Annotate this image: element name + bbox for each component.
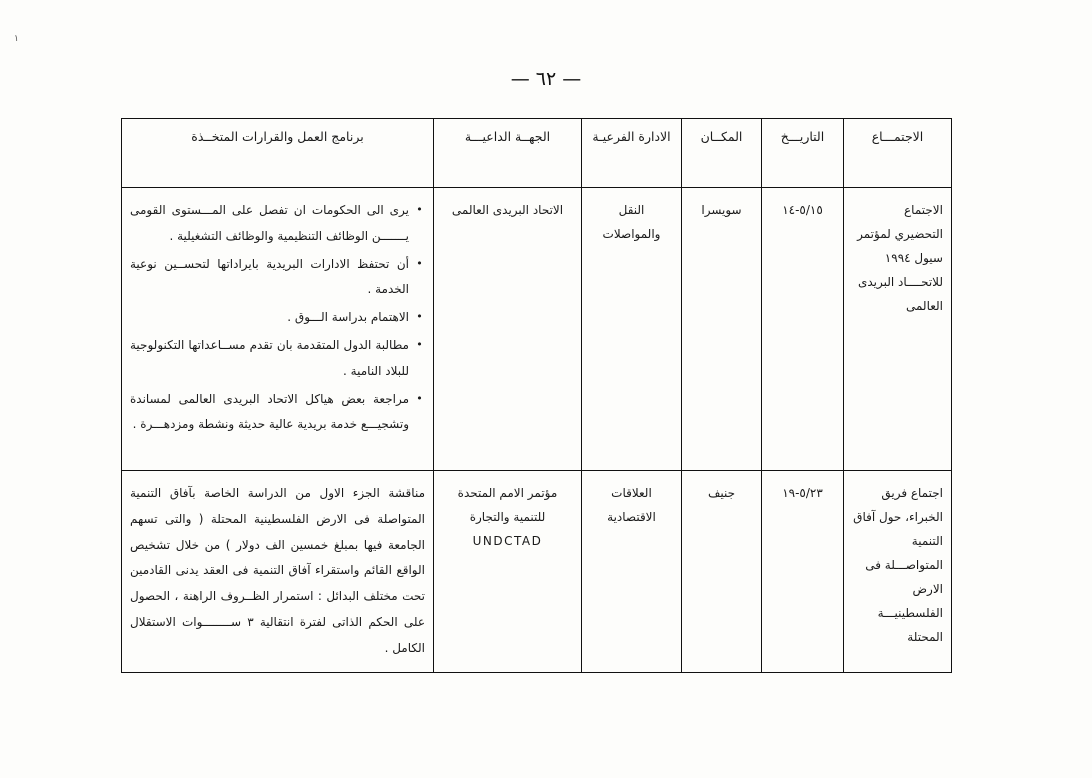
list-item: • أن تحتفظ الادارات البريدية بايراداتها لتحســين نوعية الخدمة . <box>130 252 425 304</box>
column-header-date: التاريـــخ <box>762 119 844 188</box>
list-item: • مطالبة الدول المتقدمة بان تقدم مســاعداتها التكنولوجية للبلاد النامية . <box>130 333 425 385</box>
list-item: • يرى الى الحكومات ان تفصل على المـــستوى القومى يـــــــن الوظائف التنظيمية والوظائف التشغيلية . <box>130 198 425 250</box>
list-item: • مراجعة بعض هياكل الاتحاد البريدى العالمى لمساندة وتشجيـــع خدمة بريدية عالية حديثة ونشطة ومزدهـــرة . <box>130 387 425 439</box>
body-text: مؤتمر الامم المتحدة للتنمية والتجارة <box>457 486 558 524</box>
table-row <box>122 471 952 673</box>
table-container <box>122 118 952 673</box>
column-header-program: برنامج العمل والقرارات المتخــذة <box>122 119 434 188</box>
cell-place: سويسرا <box>682 188 762 471</box>
column-header-body: الجهــة الداعيـــة <box>434 119 582 188</box>
cell-department: العلاقات الاقتصادية <box>582 471 682 673</box>
list-item: • الاهتمام بدراسة الـــوق . <box>130 305 425 331</box>
corner-mark: ١ <box>14 34 19 44</box>
cell-place: جنيف <box>682 471 762 673</box>
table-body <box>122 188 952 673</box>
table-row <box>122 188 952 471</box>
cell-program <box>122 188 434 471</box>
cell-body <box>434 471 582 673</box>
cell-date: ٥/١٥-١٤ <box>762 188 844 471</box>
program-bullet-list <box>130 198 425 438</box>
table-header-row <box>122 119 952 188</box>
table-header <box>122 119 952 188</box>
program-paragraph: مناقشة الجزء الاول من الدراسة الخاصة بآفاق التنمية المتواصلة فى الارض الفلسطينية المحتلة ( والتى تسهم الجامعة فيها بمبلغ خمسين الف دولار ) من خلال تشخيص الواقع القائم واستقراء آفاق التنمية فى العقد يدنى القادمين تحت مختلف البدائل : استمرار الظــروف الراهنة ، الحصول على الحكم الذاتى لفترة انتقالية ٣ ســــــــوات الاستقلال الكامل . <box>130 486 425 655</box>
page-number: — ٦٢ — <box>510 68 582 90</box>
column-header-place: المكــان <box>682 119 762 188</box>
column-header-department: الادارة الفرعيـة <box>582 119 682 188</box>
body-text: الاتحاد البريدى العالمى <box>451 203 564 217</box>
cell-meeting: الاجتماع التحضيري لمؤتمر سيول ١٩٩٤ للاتحــــاد البريدى العالمى <box>844 188 952 471</box>
body-text-latin: UNDCTAD <box>472 534 543 548</box>
activities-table <box>121 118 952 673</box>
cell-program <box>122 471 434 673</box>
cell-body <box>434 188 582 471</box>
cell-meeting: اجتماع فريق الخبراء، حول آفاق التنمية المتواصـــلة فى الارض الفلسطينيـــة المحتلة <box>844 471 952 673</box>
cell-date: ٥/٢٣-١٩ <box>762 471 844 673</box>
cell-department: النقل والمواصلات <box>582 188 682 471</box>
column-header-meeting: الاجتمـــاع <box>844 119 952 188</box>
